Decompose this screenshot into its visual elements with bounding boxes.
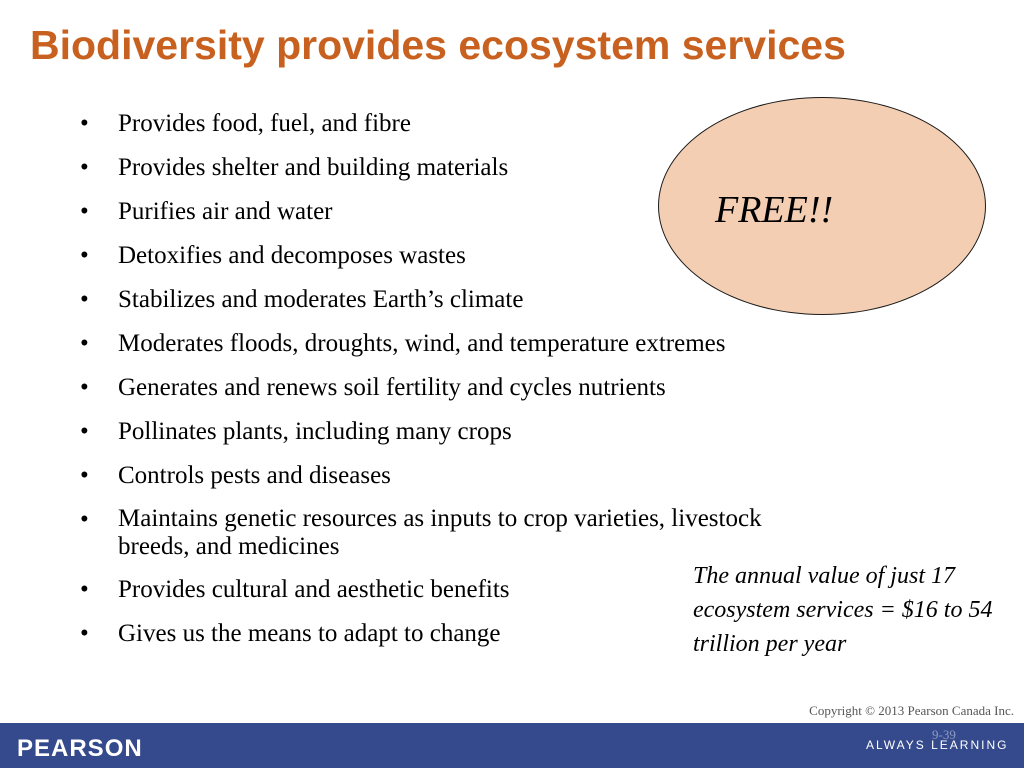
- list-item: • Maintains genetic resources as inputs to crop varieties, livestock breeds, and medicines: [80, 505, 762, 560]
- bullet-icon: •: [80, 110, 89, 137]
- list-item: • Pollinates plants, including many crops: [80, 418, 512, 445]
- bullet-icon: •: [80, 506, 89, 533]
- annual-value-note: The annual value of just 17 ecosystem services = $16 to 54 trillion per year: [693, 563, 993, 657]
- list-item: • Provides cultural and aesthetic benefits: [80, 576, 510, 603]
- bullet-icon: •: [80, 576, 89, 603]
- slide-number: 9-39: [932, 727, 956, 742]
- bullet-icon: •: [80, 620, 89, 647]
- copyright-text: Copyright © 2013 Pearson Canada Inc.: [809, 703, 1014, 718]
- slide-title: Biodiversity provides ecosystem services: [30, 22, 846, 68]
- list-item: • Controls pests and diseases: [80, 462, 391, 489]
- bullet-icon: •: [80, 154, 89, 181]
- bullet-icon: •: [80, 198, 89, 225]
- list-item: • Provides shelter and building materials: [80, 154, 509, 181]
- list-item: • Detoxifies and decomposes wastes: [80, 242, 466, 269]
- list-item: • Stabilizes and moderates Earth’s climate: [80, 286, 524, 313]
- bullet-icon: •: [80, 462, 89, 489]
- bullet-icon: •: [80, 418, 89, 445]
- list-item: • Provides food, fuel, and fibre: [80, 110, 411, 137]
- bullet-icon: •: [80, 242, 89, 269]
- bullet-icon: •: [80, 330, 89, 357]
- list-item: • Gives us the means to adapt to change: [80, 620, 501, 647]
- list-item: • Moderates floods, droughts, wind, and temperature extremes: [80, 330, 726, 357]
- always-learning-tagline: ALWAYS LEARNING: [866, 738, 1009, 752]
- bullet-icon: •: [80, 286, 89, 313]
- bullet-icon: •: [80, 374, 89, 401]
- list-item: • Purifies air and water: [80, 198, 333, 225]
- list-item: • Generates and renews soil fertility and cycles nutrients: [80, 374, 666, 401]
- pearson-logo: PEARSON: [17, 735, 143, 762]
- free-callout-text: FREE!!: [715, 189, 834, 231]
